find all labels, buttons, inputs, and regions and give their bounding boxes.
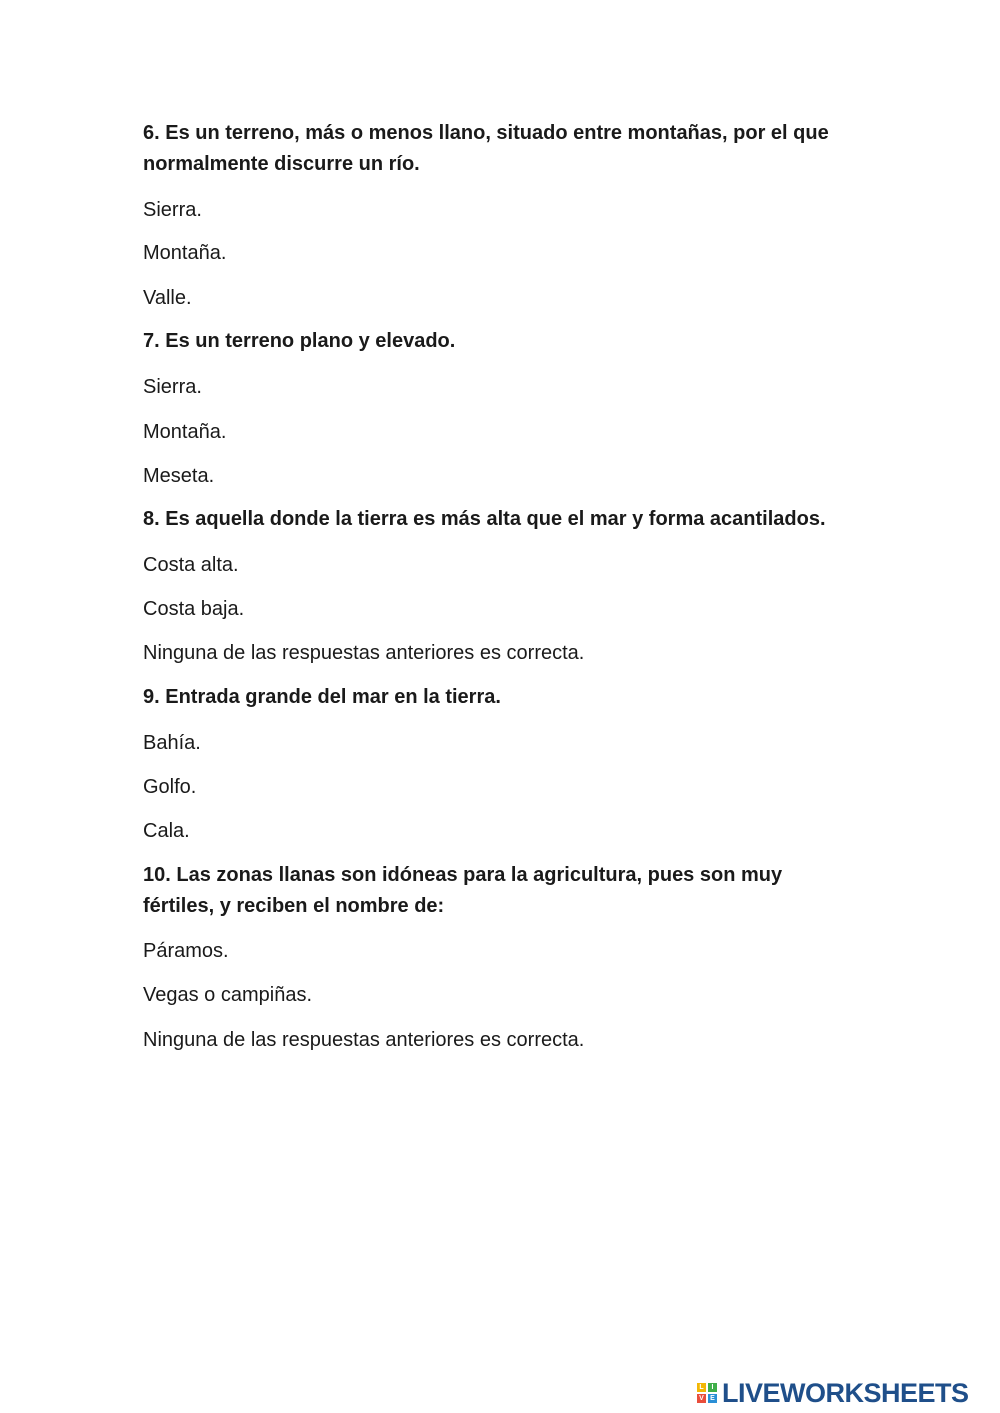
question-7-prompt: 7. Es un terreno plano y elevado. (143, 330, 456, 352)
question-9-prompt: 9. Entrada grande del mar en la tierra. (143, 686, 501, 708)
question-9-option-2[interactable]: Golfo. (143, 776, 197, 798)
question-6-prompt-line2: normalmente discurre un río. (143, 153, 420, 175)
question-7-option-1[interactable]: Sierra. (143, 376, 202, 398)
logo-grid-icon (697, 1383, 717, 1403)
question-8-option-1[interactable]: Costa alta. (143, 554, 239, 576)
brand-name: LIVEWORKSHEETS (722, 1377, 969, 1408)
question-6-option-1[interactable]: Sierra. (143, 199, 202, 221)
question-7-option-3[interactable]: Meseta. (143, 465, 215, 487)
question-10-option-1[interactable]: Páramos. (143, 940, 229, 962)
logo-tile-i: I (708, 1383, 717, 1392)
question-9-option-1[interactable]: Bahía. (143, 732, 201, 754)
question-6-option-2[interactable]: Montaña. (143, 242, 227, 264)
question-10-option-2[interactable]: Vegas o campiñas. (143, 984, 312, 1006)
logo-tile-v: V (697, 1394, 706, 1403)
question-10-option-3[interactable]: Ninguna de las respuestas anteriores es correcta. (143, 1029, 585, 1051)
question-8-option-3[interactable]: Ninguna de las respuestas anteriores es correcta. (143, 642, 585, 664)
logo-tile-l: L (697, 1383, 706, 1392)
logo-tile-e: E (708, 1394, 717, 1403)
liveworksheets-logo (697, 1378, 969, 1408)
question-10-prompt-line1: 10. Las zonas llanas son idóneas para la agricultura, pues son muy (143, 864, 783, 886)
question-8-prompt: 8. Es aquella donde la tierra es más alta que el mar y forma acantilados. (143, 508, 826, 530)
question-8-option-2[interactable]: Costa baja. (143, 598, 245, 620)
question-6-prompt-line1: 6. Es un terreno, más o menos llano, situado entre montañas, por el que (143, 122, 829, 144)
question-7-option-2[interactable]: Montaña. (143, 421, 227, 443)
question-10-prompt (143, 860, 863, 922)
question-9-option-3[interactable]: Cala. (143, 820, 190, 842)
question-6-prompt (143, 118, 863, 180)
question-6-option-3[interactable]: Valle. (143, 287, 192, 309)
question-10-prompt-line2: fértiles, y reciben el nombre de: (143, 895, 445, 917)
